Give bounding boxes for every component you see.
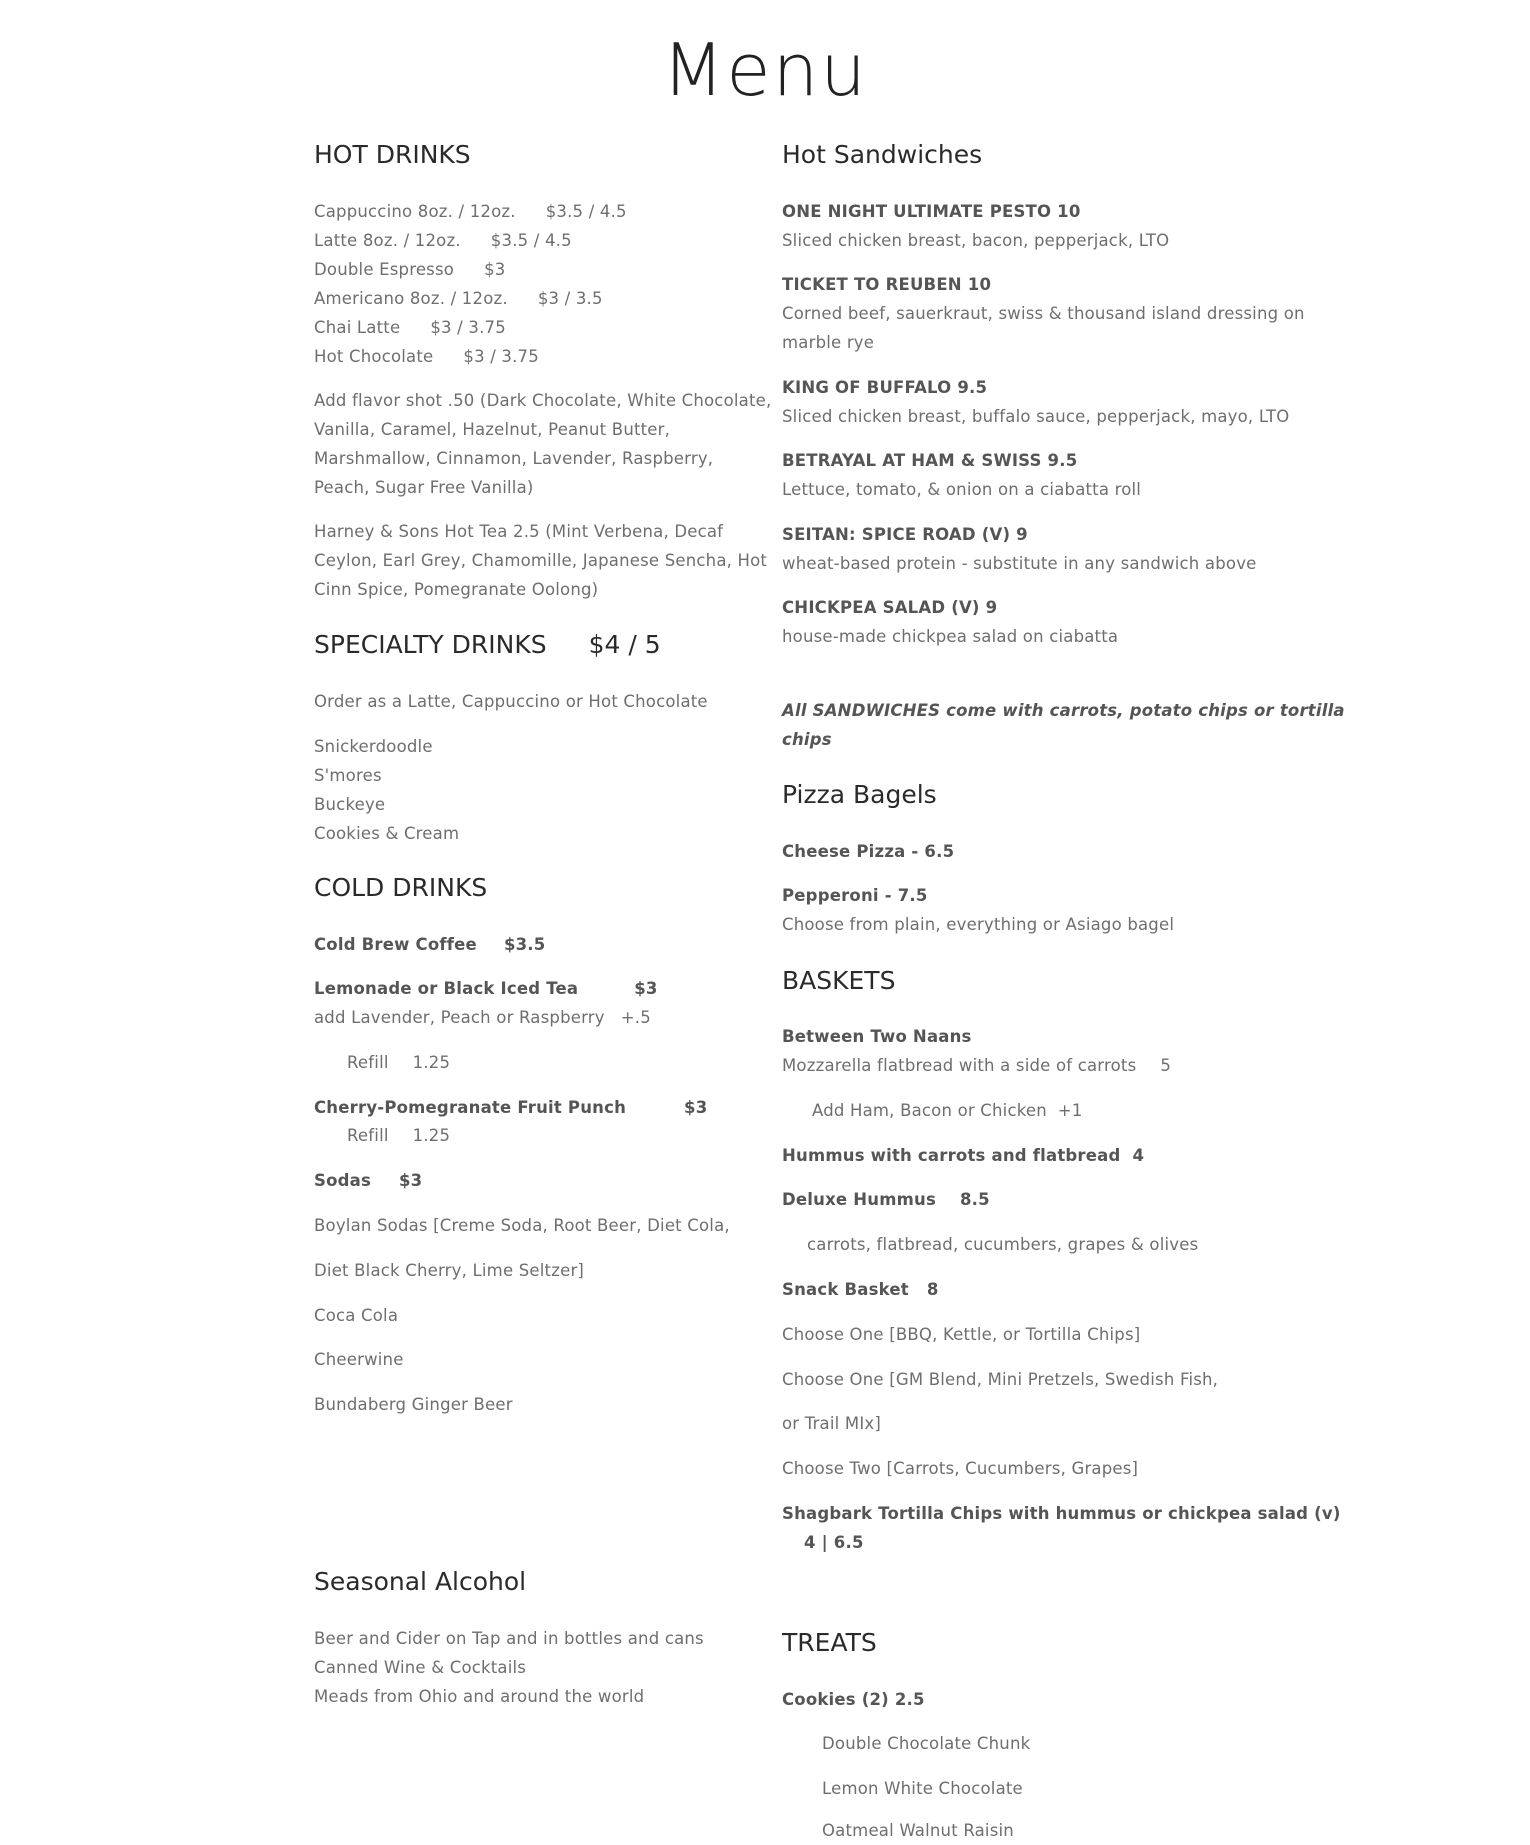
refill-text: Refill 1.25 (347, 1126, 451, 1145)
menu-item-price: 4 | 6.5 (804, 1533, 864, 1552)
menu-item: Cappuccino 8oz. / 12oz. $3.5 / 4.5 (314, 202, 627, 221)
cookie-item: Double Chocolate Chunk (822, 1734, 1031, 1753)
soda-text: Boylan Sodas [Creme Soda, Root Beer, Diet Cola, (314, 1216, 730, 1235)
menu-item: Cherry-Pomegranate Fruit Punch $3 (314, 1098, 708, 1117)
snack-text: Choose One [GM Blend, Mini Pretzels, Swedish Fish, (782, 1370, 1219, 1389)
treats-heading: TREATS (782, 1628, 877, 1657)
basket-desc: Mozzarella flatbread with a side of carrots 5 (782, 1056, 1172, 1075)
menu-item: S'mores (314, 766, 382, 785)
menu-item: Canned Wine & Cocktails (314, 1658, 527, 1677)
menu-item: Americano 8oz. / 12oz. $3 / 3.5 (314, 289, 603, 308)
menu-item: Meads from Ohio and around the world (314, 1687, 645, 1706)
menu-item: Buckeye (314, 795, 386, 814)
menu-item: Snack Basket 8 (782, 1280, 939, 1299)
flavor-text: Vanilla, Caramel, Hazelnut, Peanut Butter, (314, 420, 671, 439)
specialty-note: Order as a Latte, Cappuccino or Hot Chocolate (314, 692, 708, 711)
menu-item: Chai Latte $3 / 3.75 (314, 318, 506, 337)
pizza-bagels-heading: Pizza Bagels (782, 780, 937, 809)
hot-drinks-heading: HOT DRINKS (314, 140, 471, 169)
seasonal-alcohol-heading: Seasonal Alcohol (314, 1567, 527, 1596)
specialty-drinks-heading: SPECIALTY DRINKS $4 / 5 (314, 630, 661, 659)
sandwich-desc: Corned beef, sauerkraut, swiss & thousand island dressing on (782, 304, 1305, 323)
flavor-text: Add flavor shot .50 (Dark Chocolate, White Chocolate, (314, 391, 772, 410)
soda-text: Cheerwine (314, 1350, 404, 1369)
menu-item: Cheese Pizza - 6.5 (782, 842, 955, 861)
soda-text: Coca Cola (314, 1306, 399, 1325)
hot-sandwiches-heading: Hot Sandwiches (782, 140, 983, 169)
flavor-text: Marshmallow, Cinnamon, Lavender, Raspberry, (314, 449, 714, 468)
sandwich-desc: Sliced chicken breast, bacon, pepperjack, LTO (782, 231, 1170, 250)
sandwich-desc: Sliced chicken breast, buffalo sauce, pepperjack, mayo, LTO (782, 407, 1290, 426)
addon-text: Add Ham, Bacon or Chicken +1 (812, 1101, 1083, 1120)
menu-item: Latte 8oz. / 12oz. $3.5 / 4.5 (314, 231, 572, 250)
sandwich-name: TICKET TO REUBEN 10 (782, 275, 992, 294)
cold-drinks-heading: COLD DRINKS (314, 873, 488, 902)
soda-text: Diet Black Cherry, Lime Seltzer] (314, 1261, 585, 1280)
cookie-item: Oatmeal Walnut Raisin (822, 1821, 1014, 1840)
sandwich-name: KING OF BUFFALO 9.5 (782, 378, 988, 397)
sandwich-note: All SANDWICHES come with carrots, potato chips or tortilla (782, 701, 1345, 720)
menu-item: Beer and Cider on Tap and in bottles and cans (314, 1629, 704, 1648)
soda-text: Bundaberg Ginger Beer (314, 1395, 513, 1414)
sandwich-name: BETRAYAL AT HAM & SWISS 9.5 (782, 451, 1078, 470)
bagel-note: Choose from plain, everything or Asiago bagel (782, 915, 1175, 934)
menu-item: Snickerdoodle (314, 737, 433, 756)
sandwich-desc: house-made chickpea salad on ciabatta (782, 627, 1119, 646)
addon-text: add Lavender, Peach or Raspberry +.5 (314, 1008, 651, 1027)
refill-text: Refill 1.25 (347, 1053, 451, 1072)
menu-item: Hummus with carrots and flatbread 4 (782, 1146, 1145, 1165)
cookie-item: Lemon White Chocolate (822, 1779, 1023, 1798)
menu-item: Cookies (2) 2.5 (782, 1690, 925, 1709)
menu-item: Deluxe Hummus 8.5 (782, 1190, 990, 1209)
menu-item: Pepperoni - 7.5 (782, 886, 928, 905)
basket-desc: carrots, flatbread, cucumbers, grapes & olives (807, 1235, 1199, 1254)
menu-item: Hot Chocolate $3 / 3.75 (314, 347, 539, 366)
menu-item: Shagbark Tortilla Chips with hummus or chickpea salad (v) (782, 1504, 1341, 1523)
menu-item: Between Two Naans (782, 1027, 972, 1046)
sandwich-desc: Lettuce, tomato, & onion on a ciabatta roll (782, 480, 1142, 499)
tea-text: Ceylon, Earl Grey, Chamomille, Japanese Sencha, Hot (314, 551, 768, 570)
sandwich-name: SEITAN: SPICE ROAD (V) 9 (782, 525, 1028, 544)
baskets-heading: BASKETS (782, 966, 896, 995)
snack-text: Choose One [BBQ, Kettle, or Tortilla Chips] (782, 1325, 1141, 1344)
menu-item: Cookies & Cream (314, 824, 460, 843)
tea-text: Harney & Sons Hot Tea 2.5 (Mint Verbena, Decaf (314, 522, 724, 541)
snack-text: or Trail MIx] (782, 1414, 881, 1433)
menu-item: Sodas $3 (314, 1171, 423, 1190)
menu-item: Cold Brew Coffee $3.5 (314, 935, 546, 954)
menu-item: Double Espresso $3 (314, 260, 506, 279)
sandwich-name: CHICKPEA SALAD (V) 9 (782, 598, 998, 617)
sandwich-note: chips (782, 730, 832, 749)
flavor-text: Peach, Sugar Free Vanilla) (314, 478, 534, 497)
menu-item: Lemonade or Black Iced Tea $3 (314, 979, 658, 998)
sandwich-desc: marble rye (782, 333, 875, 352)
sandwich-desc: wheat-based protein - substitute in any sandwich above (782, 554, 1257, 573)
sandwich-name: ONE NIGHT ULTIMATE PESTO 10 (782, 202, 1081, 221)
snack-text: Choose Two [Carrots, Cucumbers, Grapes] (782, 1459, 1139, 1478)
tea-text: Cinn Spice, Pomegranate Oolong) (314, 580, 599, 599)
page-title: Menu (662, 28, 868, 112)
